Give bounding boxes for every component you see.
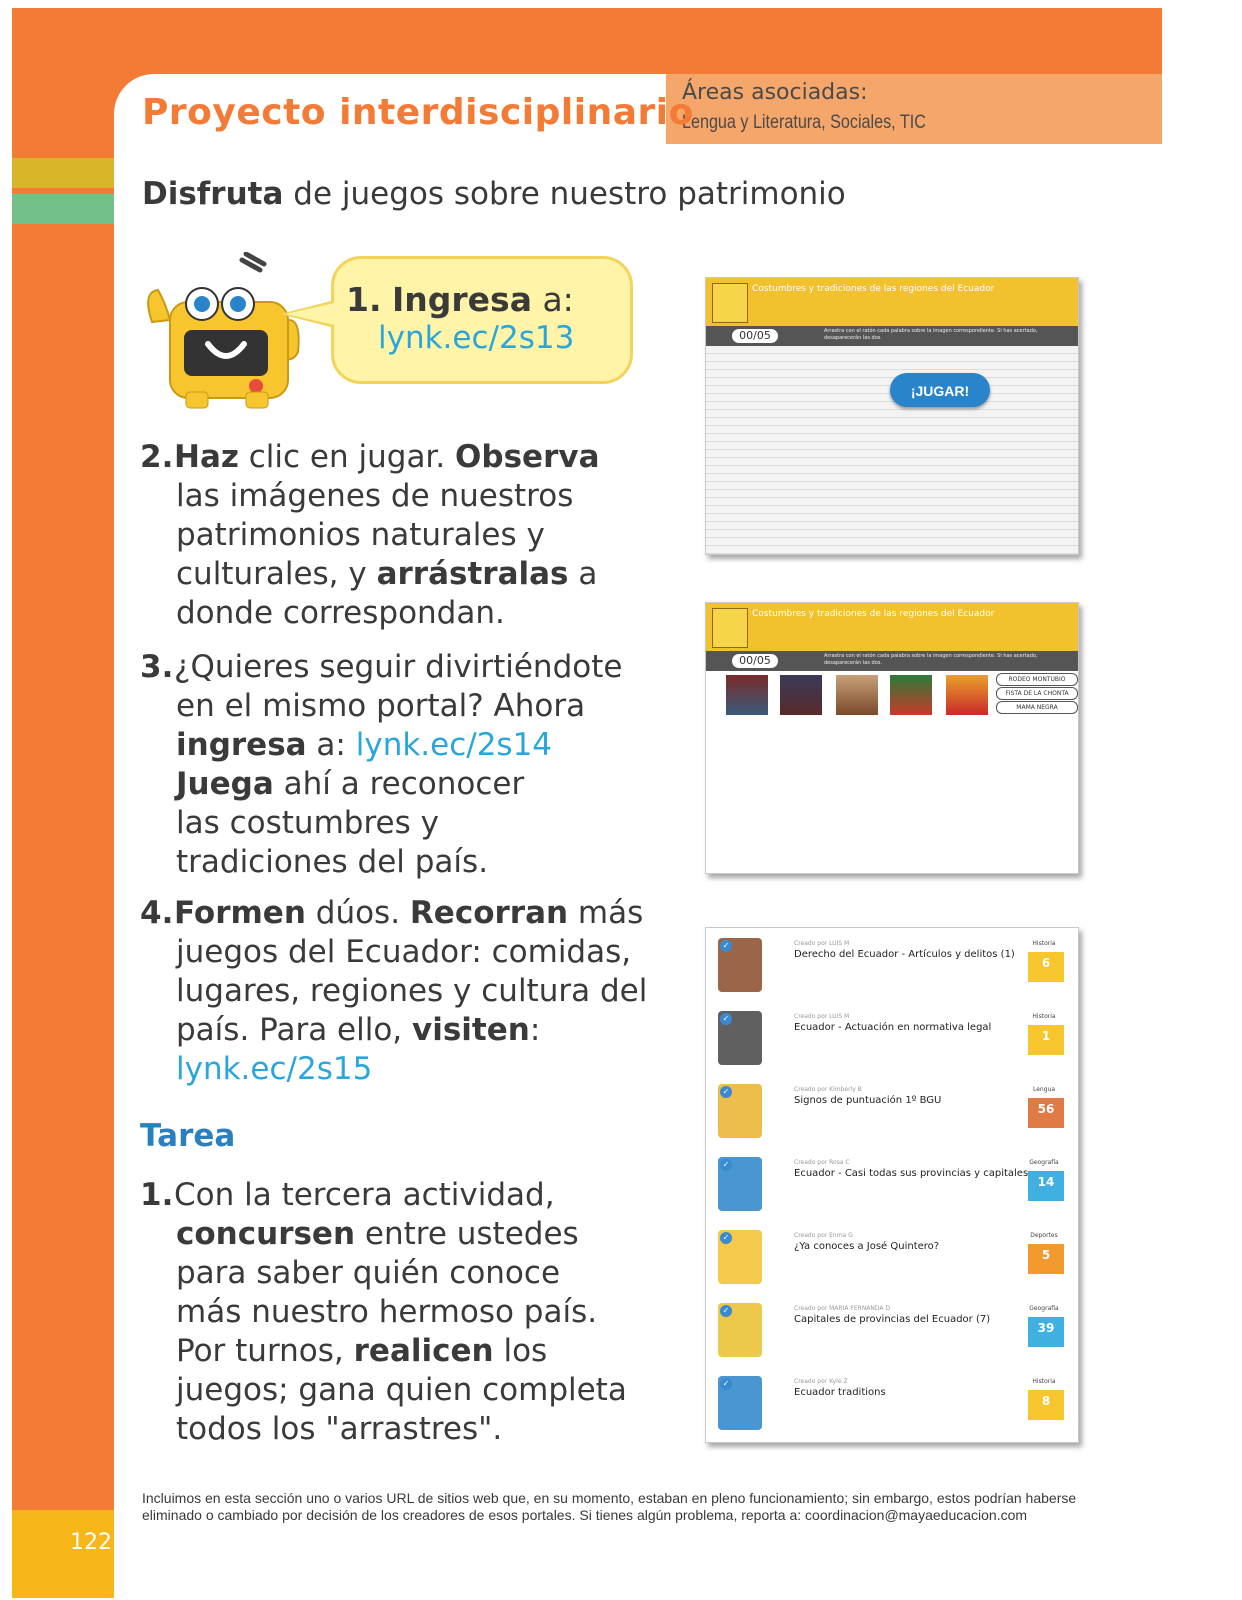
game-category: Historia [1032,940,1056,947]
check-icon: ✓ [720,940,732,952]
game-score-badge: 1 [1028,1025,1064,1055]
section-subtitle: Disfruta de juegos sobre nuestro patrimonio [142,176,846,212]
game-category: Historia [1032,1378,1056,1385]
game-title: Costumbres y tradiciones de las regiones del Ecuador [752,609,995,619]
drag-word[interactable]: RODEO MONTUBIO [996,673,1078,686]
check-icon: ✓ [720,1305,732,1317]
game-score-badge: 56 [1028,1098,1064,1128]
check-icon: ✓ [720,1086,732,1098]
page-title: Proyecto interdisciplinario [142,92,694,133]
game-title[interactable]: Derecho del Ecuador - Artículos y delitos (1) [794,949,1015,960]
side-stripe-yellow [12,158,116,188]
game-list-screenshot [705,927,1079,1443]
tradition-photo[interactable] [890,675,932,715]
robot-mascot-icon [142,252,312,412]
check-icon: ✓ [720,1013,732,1025]
check-icon: ✓ [720,1232,732,1244]
game-list-row[interactable] [706,1293,1078,1366]
step4: 4.Formen dúos. Recorran más juegos del Ecuador: comidas, lugares, regiones y cultura del país. Para ello, visiten: lynk.ec/2s15 [140,895,648,1087]
drag-word[interactable]: FISTA DE LA CHONTA [996,687,1078,700]
drag-word[interactable]: MAMA NEGRA [996,701,1078,714]
side-stripe-green [12,194,116,224]
step3-link[interactable]: lynk.ec/2s14 [355,727,553,763]
game-screenshot-1 [705,277,1079,555]
areas-title: Áreas asociadas: [682,80,868,105]
game-category: Deportes [1030,1232,1058,1239]
game-logo-icon [712,283,748,323]
bubble-tail-inner [286,303,334,325]
game-logo-icon [712,608,748,648]
step1-text: 1. Ingresa a: [346,280,574,319]
game-score-badge: 8 [1028,1390,1064,1420]
tarea-step1: 1.Con la tercera actividad, concursen entre ustedes para saber quién conoce más nuestro hermoso país. Por turnos, realicen los juegos; gana quien completa todos los "arrastres". [140,1177,627,1447]
tarea-heading: Tarea [140,1118,236,1154]
step3: 3.¿Quieres seguir divirtiéndote en el mismo portal? Ahora ingresa a: lynk.ec/2s14 Juega ahí a reconocer las costumbres y tradiciones del país. [140,649,623,880]
game-board [706,346,1078,554]
game-category: Lengua [1032,1086,1056,1093]
game-list-row[interactable] [706,1147,1078,1220]
step4-link[interactable]: lynk.ec/2s15 [176,1051,373,1087]
game-category: Geografía [1029,1305,1059,1312]
game-list-row[interactable] [706,1366,1078,1439]
game-title[interactable]: Capitales de provincias del Ecuador (7) [794,1314,991,1325]
game-title[interactable]: Ecuador - Actuación en normativa legal [794,1022,992,1033]
game-creator: Creado por Enma G [794,1232,853,1239]
footnote: Incluimos en esta sección uno o varios URL de sitios web que, en su momento, estaban en pleno funcionamiento; sin embargo, estos podrían haberse eliminado o cambiado por decisión de los creadores de esos portales. Si tienes algún problema, reporta a: coordinacion@mayaeducacion.com [142,1490,1077,1523]
game-instructions: Arrastra con el ratón cada palabra sobre la imagen correspondiente. Si has acertado, desaparecerán las dos. [824,653,1038,666]
game-counter: 00/05 [732,654,778,668]
game-title: Costumbres y tradiciones de las regiones del Ecuador [752,284,995,294]
game-creator: Creado por LUIS M [794,940,850,947]
tradition-photo[interactable] [836,675,878,715]
tradition-photo[interactable] [726,675,768,715]
game-title[interactable]: Signos de puntuación 1º BGU [794,1095,942,1106]
areas-list: Lengua y Literatura, Sociales, TIC [682,112,926,133]
step1-link[interactable]: lynk.ec/2s13 [378,320,575,356]
check-icon: ✓ [720,1159,732,1171]
game-counter: 00/05 [732,329,778,343]
game-creator: Creado por Kyle Z [794,1378,848,1385]
side-band [12,8,116,1598]
game-list-row[interactable] [706,1220,1078,1293]
tradition-photo[interactable] [780,675,822,715]
game-list-row[interactable] [706,1001,1078,1074]
game-list-row[interactable] [706,1074,1078,1147]
check-icon: ✓ [720,1378,732,1390]
game-creator: Creado por Kimberly B [794,1086,862,1093]
game-score-badge: 14 [1028,1171,1064,1201]
game-creator: Creado por LUIS M [794,1013,850,1020]
page-number: 122 [70,1530,112,1555]
game-creator: Creado por MARIA FERNANDA D [794,1305,891,1312]
game-title[interactable]: Ecuador - Casi todas sus provincias y capitales [794,1168,1029,1179]
game-instructions: Arrastra con el ratón cada palabra sobre la imagen correspondiente. Si has acertado, desaparecerán las dos. [824,328,1038,341]
game-title[interactable]: Ecuador traditions [794,1387,886,1398]
game-category: Historia [1032,1013,1056,1020]
game-score-badge: 39 [1028,1317,1064,1347]
game-list-row[interactable] [706,928,1078,1001]
game-screenshot-2 [705,602,1079,874]
game-creator: Creado por Rosa C [794,1159,850,1166]
step2: 2.Haz clic en jugar. Observa las imágenes de nuestros patrimonios naturales y culturales, y arrástralas a donde correspondan. [140,439,600,631]
tradition-photo[interactable] [946,675,988,715]
game-score-badge: 6 [1028,952,1064,982]
game-category: Geografía [1029,1159,1059,1166]
game-score-badge: 5 [1028,1244,1064,1274]
game-title[interactable]: ¿Ya conoces a José Quintero? [794,1241,940,1252]
play-button[interactable]: ¡JUGAR! [890,373,990,407]
